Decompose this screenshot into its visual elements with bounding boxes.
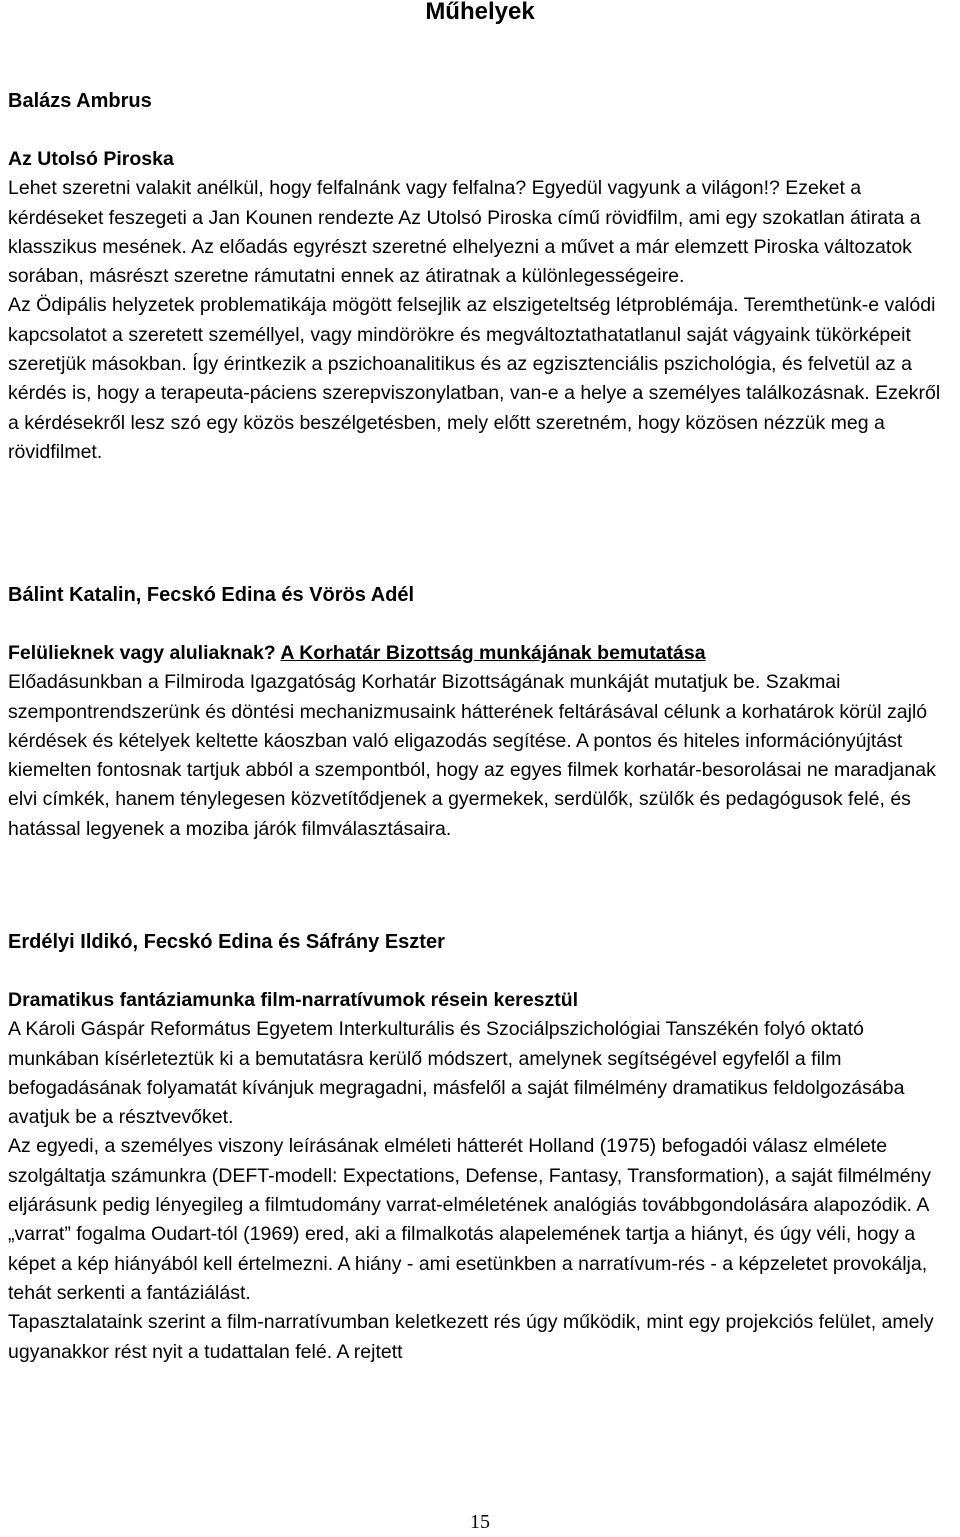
section-authors: Erdélyi Ildikó, Fecskó Edina és Sáfrány Eszter — [8, 931, 445, 953]
paragraph: Előadásunkban a Filmiroda Igazgatóság Korhatár Bizottságának munkáját mutatjuk be. Szakmai szempontrendszerünk és döntési mechanizmusaink hátterének feltárásával célunk a korhatárok körül zajló kérdések és kételyek keltette káoszban való eligazodás segítése. A pontos és hiteles információnyújtást kiemelten fontosnak tartjuk abból a szempontból, hogy az egyes filmek korhatár-besorolásai ne maradjanak elvi címkék, hanem ténylegesen közvetítődjenek a gyermekek, serdülők, szülők és pedagógusok felé, és hatással legyenek a moziba járók filmválasztásaira. — [8, 671, 936, 840]
section-body — [8, 986, 956, 1367]
section-authors: Balázs Ambrus — [8, 90, 152, 112]
paragraph: A Károli Gáspár Református Egyetem Interkulturális és Szociálpszichológiai Tanszékén folyó oktató munkában kísérleteztük ki a bemutatásra kerülő módszert, amelynek segítségével egyfelől a film befogadásának folyamatát kívánjuk megragadni, másfelől a saját filmélmény dramatikus feldolgozásába avatjuk be a résztvevőket. — [8, 1018, 905, 1129]
page-title: Műhelyek — [425, 0, 535, 25]
talk-subtitle: A Korhatár Bizottság munkájának bemutatása — [280, 642, 706, 664]
paragraph: Tapasztalataink szerint a film-narratívumban keletkezett rés úgy működik, mint egy projekciós felület, amely ugyanakkor rést nyit a tudattalan felé. A rejtett — [8, 1311, 934, 1363]
talk-title: Az Utolsó Piroska — [8, 148, 174, 170]
section-body — [8, 145, 956, 467]
section-body — [8, 639, 956, 844]
page-number: 15 — [470, 1511, 490, 1533]
section-authors: Bálint Katalin, Fecskó Edina és Vörös Adél — [8, 584, 415, 606]
paragraph: Az Ödipális helyzetek problematikája mögött felsejlik az elszigeteltség létproblémája. Teremthetünk-e valódi kapcsolatot a szeretett személlyel, vagy mindörökre és megváltoztathatatlanul saját vágyaink tükörképeit szeretjük másokban. Így érintkezik a pszichoanalitikus és az egzisztenciális pszichológia, és felvetül az a kérdés is, hogy a terapeuta-páciens szerepviszonylatban, van-e a helye a személyes találkozásnak. Ezekről a kérdésekről lesz szó egy közös beszélgetésben, mely előtt szeretném, hogy közösen nézzük meg a rövidfilmet. — [8, 294, 941, 463]
paragraph: Az egyedi, a személyes viszony leírásának elméleti hátterét Holland (1975) befogadói válasz elmélete szolgáltatja számunkra (DEFT-modell: Expectations, Defense, Fantasy, Transformation), a saját filmélmény eljárásunk pedig lényegileg a filmtudomány varrat-elméletének analógiás továbbgondolására alapozódik. A „varrat” fogalma Oudart-tól (1969) ered, aki a filmalkotás alapelemének tartja a hiányt, és úgy véli, hogy a képet a kép hiányából kell értelmezni. A hiány - ami esetünkben a narratívum-rés - a képzeletet provokálja, tehát serkenti a fantáziálást. — [8, 1135, 932, 1304]
talk-title: Felülieknek vagy aluliaknak? — [8, 642, 276, 664]
talk-title-line — [8, 639, 956, 668]
talk-title: Dramatikus fantáziamunka film-narratívumok résein keresztül — [8, 989, 579, 1011]
paragraph: Lehet szeretni valakit anélkül, hogy felfalnánk vagy felfalna? Egyedül vagyunk a világon!? Ezeket a kérdéseket feszegeti a Jan Kounen rendezte Az Utolsó Piroska című rövidfilm, ami egy szokatlan átirata a klasszikus mesének. Az előadás egyrészt szeretné elhelyezni a művet a már elemzett Piroska változatok sorában, másrészt szeretne rámutatni ennek az átiratnak a különlegességeire. — [8, 177, 921, 288]
